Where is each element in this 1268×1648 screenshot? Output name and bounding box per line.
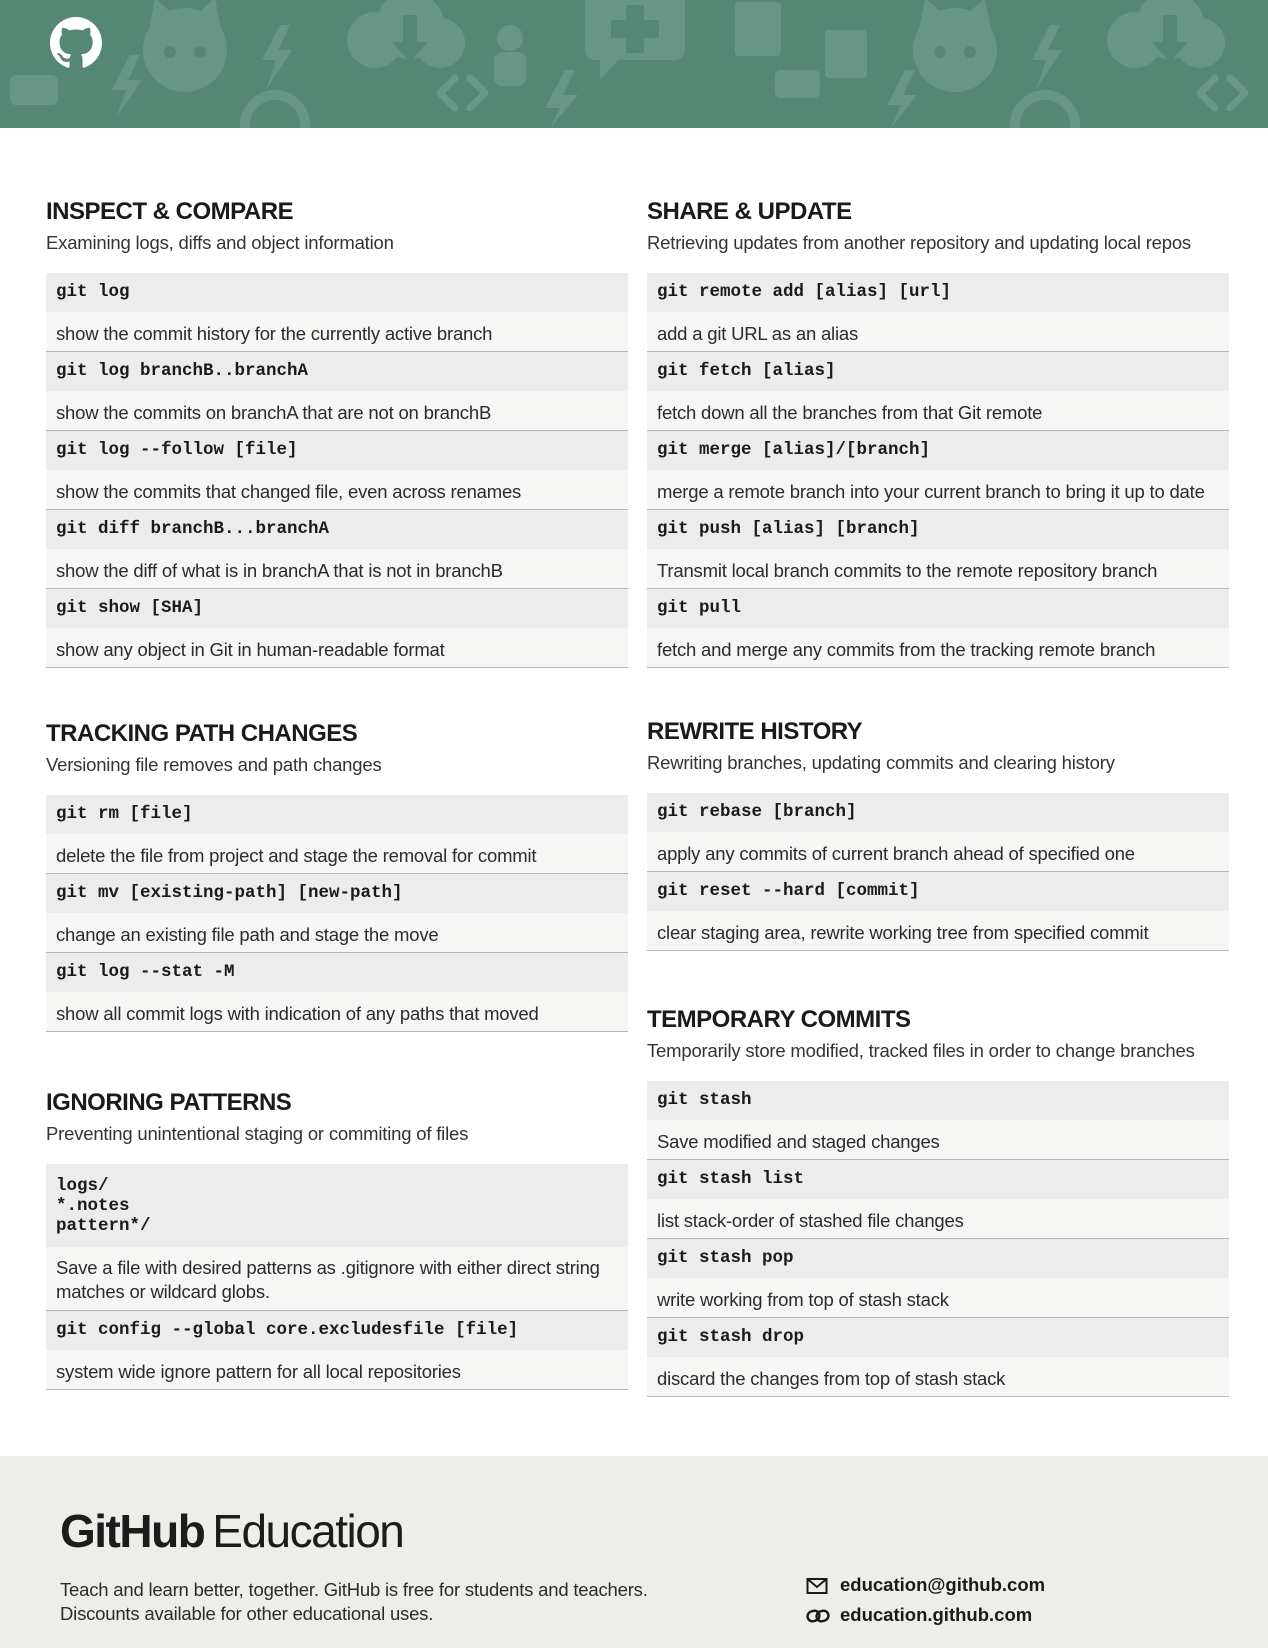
section-tracking-path-changes: [46, 720, 628, 1032]
command-row: [647, 352, 1229, 431]
command-description: clear staging area, rewrite working tree from specified commit: [647, 911, 1229, 950]
command-row: [46, 589, 628, 668]
command-code: git reset --hard [commit]: [647, 872, 1229, 911]
command-list: [46, 795, 628, 1032]
command-code: git merge [alias]/[branch]: [647, 431, 1229, 470]
section-temporary-commits: [647, 1006, 1229, 1397]
command-row: [46, 510, 628, 589]
command-description: delete the file from project and stage the removal for commit: [46, 834, 628, 873]
command-list: [647, 793, 1229, 951]
section-title: TRACKING PATH CHANGES: [46, 720, 358, 747]
command-code: git rebase [branch]: [647, 793, 1229, 832]
github-education-logo: [60, 1504, 403, 1558]
command-description: show the commit history for the currently active branch: [46, 312, 628, 351]
contact-website[interactable]: [806, 1604, 1032, 1626]
section-subtitle: Rewriting branches, updating commits and clearing history: [647, 752, 1115, 773]
command-code: git show [SHA]: [46, 589, 628, 628]
command-row: [46, 874, 628, 953]
command-description: write working from top of stash stack: [647, 1278, 1229, 1317]
command-code: git log --follow [file]: [46, 431, 628, 470]
command-row: [647, 793, 1229, 872]
brand-education: Education: [212, 1505, 404, 1557]
command-row: [647, 510, 1229, 589]
section-title: INSPECT & COMPARE: [46, 198, 294, 225]
command-row: [647, 1160, 1229, 1239]
section-title: IGNORING PATTERNS: [46, 1089, 292, 1116]
command-description: add a git URL as an alias: [647, 312, 1229, 351]
section-rewrite-history: [647, 718, 1229, 951]
command-row: [46, 795, 628, 874]
command-row: [647, 273, 1229, 352]
section-inspect-compare: [46, 198, 628, 668]
command-row: [46, 273, 628, 352]
command-row: [647, 589, 1229, 668]
section-ignoring-patterns: [46, 1089, 628, 1390]
command-description: change an existing file path and stage the move: [46, 913, 628, 952]
command-description: fetch down all the branches from that Git remote: [647, 391, 1229, 430]
command-code: git mv [existing-path] [new-path]: [46, 874, 628, 913]
command-row: [647, 872, 1229, 951]
command-row: [46, 1164, 628, 1311]
section-subtitle: Examining logs, diffs and object information: [46, 232, 394, 253]
command-row: [647, 1239, 1229, 1318]
contact-email[interactable]: [806, 1574, 1045, 1596]
command-code: git log --stat -M: [46, 953, 628, 992]
command-code: git stash pop: [647, 1239, 1229, 1278]
command-list: [46, 273, 628, 668]
website-link[interactable]: education.github.com: [840, 1604, 1033, 1625]
command-row: [647, 1318, 1229, 1397]
command-list: [647, 1081, 1229, 1397]
command-description: system wide ignore pattern for all local repositories: [46, 1350, 628, 1389]
section-subtitle: Temporarily store modified, tracked files in order to change branches: [647, 1040, 1195, 1061]
section-title: REWRITE HISTORY: [647, 718, 863, 745]
section-title: TEMPORARY COMMITS: [647, 1006, 911, 1033]
section-subtitle: Preventing unintentional staging or commiting of files: [46, 1123, 469, 1144]
section-title: SHARE & UPDATE: [647, 198, 852, 225]
command-description: discard the changes from top of stash stack: [647, 1357, 1229, 1396]
email-link[interactable]: education@github.com: [840, 1574, 1046, 1595]
footer: [0, 1456, 1268, 1648]
command-description: Save modified and staged changes: [647, 1120, 1229, 1159]
command-row: [46, 431, 628, 510]
envelope-icon: [806, 1577, 828, 1600]
command-code: git log: [46, 273, 628, 312]
command-description: list stack-order of stashed file changes: [647, 1199, 1229, 1238]
link-icon: [806, 1607, 830, 1630]
command-description: show the commits that changed file, even across renames: [46, 470, 628, 509]
command-code: git diff branchB...branchA: [46, 510, 628, 549]
command-description: fetch and merge any commits from the tracking remote branch: [647, 628, 1229, 667]
command-description: Transmit local branch commits to the remote repository branch: [647, 549, 1229, 588]
command-code: git pull: [647, 589, 1229, 628]
command-row: [46, 953, 628, 1032]
command-description: show the commits on branchA that are not on branchB: [46, 391, 628, 430]
command-list: [46, 1164, 628, 1390]
command-row: [46, 1311, 628, 1390]
command-row: [647, 1081, 1229, 1160]
command-description: show all commit logs with indication of any paths that moved: [46, 992, 628, 1031]
command-code: git log branchB..branchA: [46, 352, 628, 391]
command-description: merge a remote branch into your current branch to bring it up to date: [647, 470, 1229, 509]
command-code: git stash drop: [647, 1318, 1229, 1357]
command-description: apply any commits of current branch ahead of specified one: [647, 832, 1229, 871]
command-code: git stash list: [647, 1160, 1229, 1199]
command-code: git push [alias] [branch]: [647, 510, 1229, 549]
command-code: git fetch [alias]: [647, 352, 1229, 391]
header-banner: [0, 0, 1268, 128]
command-description: Save a file with desired patterns as .gitignore with either direct string matches or wildcard globs.: [46, 1247, 628, 1310]
command-code: git remote add [alias] [url]: [647, 273, 1229, 312]
footer-tagline: Teach and learn better, together. GitHub is free for students and teachers. Discounts available for other educational uses.: [60, 1579, 648, 1624]
section-subtitle: Retrieving updates from another repository and updating local repos: [647, 232, 1191, 253]
section-subtitle: Versioning file removes and path changes: [46, 754, 382, 775]
command-list: [647, 273, 1229, 668]
brand-github: GitHub: [60, 1505, 205, 1557]
command-row: [46, 352, 628, 431]
command-code: git rm [file]: [46, 795, 628, 834]
section-share-update: [647, 198, 1229, 668]
command-description: show the diff of what is in branchA that is not in branchB: [46, 549, 628, 588]
command-code: git config --global core.excludesfile [file]: [46, 1311, 628, 1350]
github-octocat-icon[interactable]: [50, 17, 102, 69]
command-code: logs/ *.notes pattern*/: [46, 1164, 628, 1247]
command-description: show any object in Git in human-readable format: [46, 628, 628, 667]
command-code: git stash: [647, 1081, 1229, 1120]
command-row: [647, 431, 1229, 510]
banner-pattern: [0, 0, 1268, 128]
